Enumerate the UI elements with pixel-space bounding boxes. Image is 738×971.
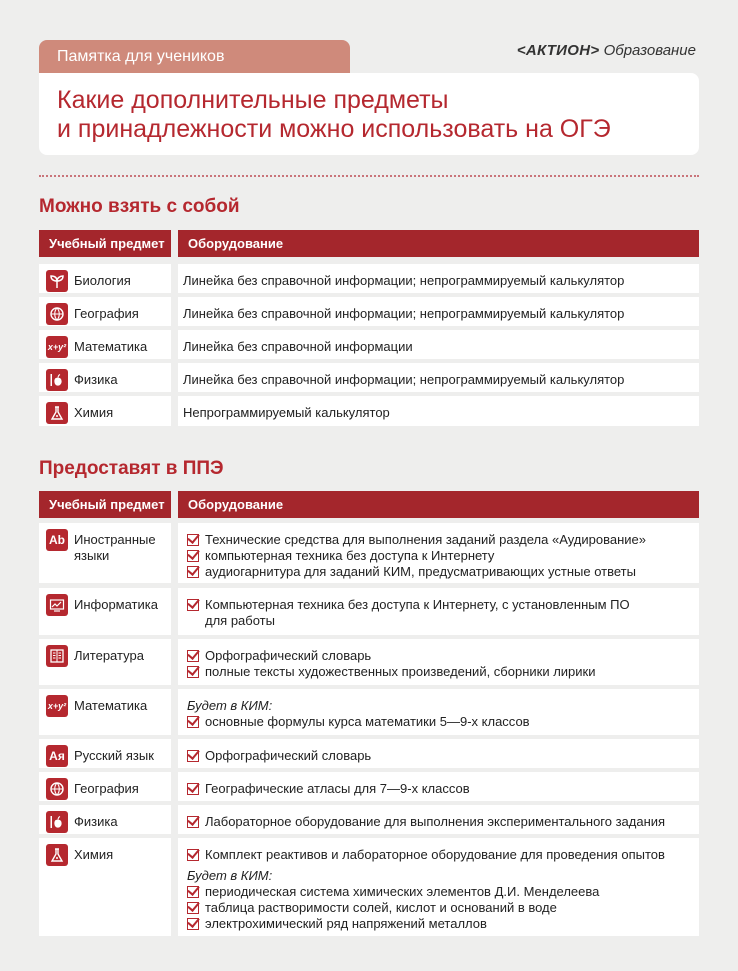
list-item: аудиогарнитура для заданий КИМ, предусматривающих устные ответы — [187, 564, 693, 580]
table-row — [39, 639, 699, 685]
table-row — [39, 838, 699, 936]
table-row — [39, 772, 699, 801]
check-icon — [187, 816, 199, 828]
formula-icon: x+y² — [46, 695, 68, 717]
subject-name: Иностранные языки — [74, 532, 156, 563]
check-icon — [187, 783, 199, 795]
table-row — [39, 396, 699, 426]
chart-icon — [46, 594, 68, 616]
equipment-text: Линейка без справочной информации; непрограммируемый калькулятор — [183, 273, 625, 288]
apple-icon — [46, 811, 68, 833]
note-label: Будет в КИМ: — [187, 868, 273, 883]
list-item: Технические средства для выполнения заданий раздела «Аудирование» — [187, 532, 693, 548]
title-box — [39, 73, 699, 155]
list-item: электрохимический ряд напряжений металлов — [187, 916, 693, 932]
apple-icon — [46, 369, 68, 391]
list-item: компьютерная техника без доступа к Интернету — [187, 548, 693, 564]
book-icon — [46, 645, 68, 667]
subject-name: Русский язык — [74, 748, 154, 763]
equipment-text: Непрограммируемый калькулятор — [183, 405, 390, 420]
memo-tag: Памятка для учеников — [39, 40, 350, 73]
table-row — [39, 264, 699, 293]
check-icon — [187, 550, 199, 562]
list-item: Компьютерная техника без доступа к Интернету, с установленным ПО — [187, 597, 693, 613]
column-header-equipment: Оборудование — [178, 491, 699, 518]
column-header-equipment: Оборудование — [178, 230, 699, 257]
list-item: Комплект реактивов и лабораторное оборудование для проведения опытов — [187, 847, 693, 863]
aktion-logo: <АКТИОН> Образование — [516, 42, 696, 59]
equipment-text: Линейка без справочной информации — [183, 339, 413, 354]
check-icon — [187, 650, 199, 662]
flask-icon — [46, 402, 68, 424]
section-title-provided: Предоставят в ППЭ — [39, 458, 224, 479]
table-row — [39, 363, 699, 392]
page-title-line-1: Какие дополнительные предметы — [57, 86, 449, 114]
table-row — [39, 297, 699, 326]
subject-name: Математика — [74, 698, 148, 713]
globe-icon — [46, 303, 68, 325]
list-item: полные тексты художественных произведений, сборники лирики — [187, 664, 693, 680]
note-label: Будет в КИМ: — [187, 698, 273, 713]
check-icon — [187, 918, 199, 930]
list-item: Географические атласы для 7—9-х классов — [187, 781, 693, 797]
table-row — [39, 805, 699, 834]
subject-name: Химия — [74, 405, 114, 420]
subject-name: География — [74, 781, 139, 796]
subject-name: Литература — [74, 648, 144, 663]
check-icon — [187, 666, 199, 678]
formula-icon: x+y² — [46, 336, 68, 358]
equipment-text: Линейка без справочной информации; непрограммируемый калькулятор — [183, 372, 625, 387]
flask-icon — [46, 844, 68, 866]
equipment-text: Линейка без справочной информации; непрограммируемый калькулятор — [183, 306, 625, 321]
subject-name: Математика — [74, 339, 148, 354]
check-icon — [187, 886, 199, 898]
list-item: Лабораторное оборудование для выполнения экспериментального задания — [187, 814, 693, 830]
subject-name: Физика — [74, 372, 118, 387]
list-item-continuation: для работы — [205, 613, 275, 628]
check-icon — [187, 902, 199, 914]
subject-name: Информатика — [74, 597, 158, 612]
list-item: таблица растворимости солей, кислот и оснований в воде — [187, 900, 693, 916]
table-row — [39, 330, 699, 359]
list-item: Орфографический словарь — [187, 748, 693, 764]
list-item: периодическая система химических элементов Д.И. Менделеева — [187, 884, 693, 900]
table-row — [39, 588, 699, 635]
subject-name: Химия — [74, 847, 114, 862]
table-row — [39, 689, 699, 735]
check-icon — [187, 849, 199, 861]
page-title-line-2: и принадлежности можно использовать на ОГЭ — [57, 115, 611, 143]
check-icon — [187, 750, 199, 762]
check-icon — [187, 534, 199, 546]
table-row — [39, 523, 699, 583]
check-icon — [187, 599, 199, 611]
table-row — [39, 739, 699, 768]
check-icon — [187, 716, 199, 728]
plant-icon — [46, 270, 68, 292]
check-icon — [187, 566, 199, 578]
column-header-subject: Учебный предмет — [39, 491, 171, 518]
column-header-subject: Учебный предмет — [39, 230, 171, 257]
ab-icon: Ab — [46, 529, 68, 551]
section-title-bring: Можно взять с собой — [39, 196, 240, 217]
subject-name: Биология — [74, 273, 131, 288]
subject-name: Физика — [74, 814, 118, 829]
list-item: основные формулы курса математики 5—9-х классов — [187, 714, 693, 730]
ay-icon: Ая — [46, 745, 68, 767]
list-item: Орфографический словарь — [187, 648, 693, 664]
dotted-divider — [39, 175, 699, 177]
subject-name: География — [74, 306, 139, 321]
globe-icon — [46, 778, 68, 800]
